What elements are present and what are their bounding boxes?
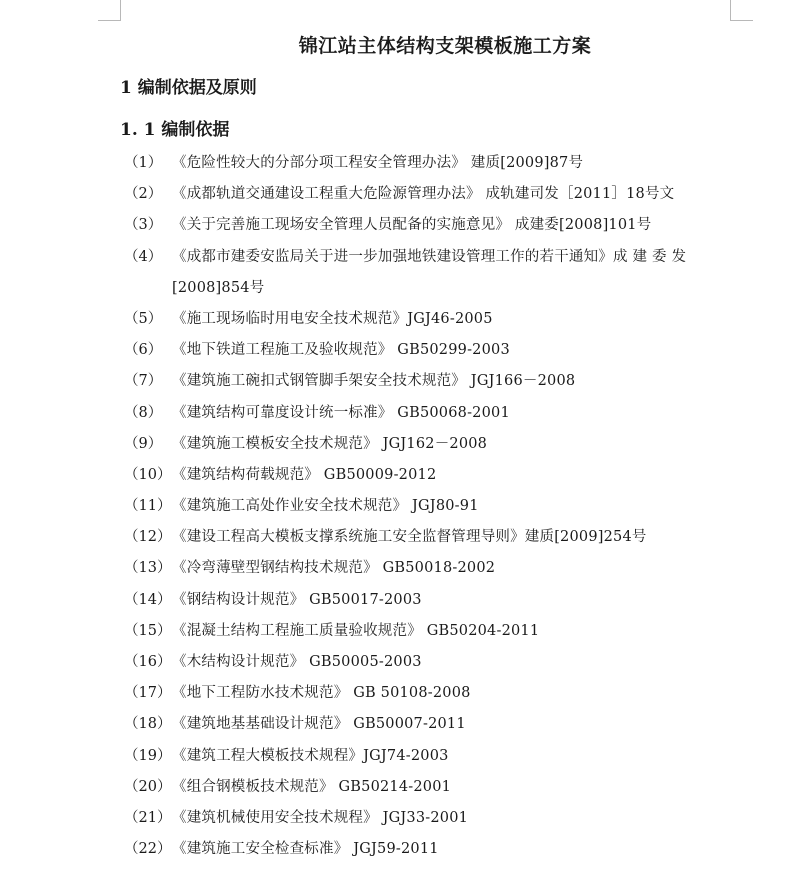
list-item-number: （7） [124, 373, 163, 390]
list-item [124, 491, 744, 522]
list-item-number: （21） [124, 809, 172, 826]
page-corner-mark-right [730, 0, 753, 21]
list-item [124, 242, 744, 304]
list-item [124, 616, 744, 647]
list-item-text: 《建设工程高大模板支撑系统施工安全监督管理导则》建质[2009]254号 [172, 529, 647, 546]
list-item-text: 《组合钢模板技术规范》 GB50214-2001 [172, 778, 452, 795]
list-item-text: 《危险性较大的分部分项工程安全管理办法》 建质[2009]87号 [172, 155, 584, 171]
list-item [124, 709, 744, 740]
list-item-number: （4） [124, 248, 163, 265]
list-item-text: 《成都市建委安监局关于进一步加强地铁建设管理工作的若干通知》成 建 委 发 [2008]854号 [172, 248, 687, 296]
list-item-text: 《地下铁道工程施工及验收规范》 GB50299-2003 [172, 342, 510, 359]
list-item-number: （9） [124, 435, 163, 452]
list-item-number: （15） [124, 622, 172, 639]
list-item-number: （12） [124, 529, 172, 546]
list-item [124, 398, 744, 429]
list-item [124, 179, 744, 210]
list-item [124, 148, 744, 179]
list-item-text: 《建筑结构可靠度设计统一标准》 GB50068-2001 [172, 404, 510, 421]
list-item [124, 553, 744, 584]
list-item [124, 335, 744, 366]
list-item-text: 《建筑施工碗扣式钢管脚手架安全技术规范》 JGJ166－2008 [172, 373, 576, 390]
list-item [124, 366, 744, 397]
list-item-text: 《施工现场临时用电安全技术规范》JGJ46-2005 [172, 310, 493, 327]
list-item [124, 429, 744, 460]
list-item-text: 《木结构设计规范》 GB50005-2003 [172, 654, 422, 671]
list-item-text: 《混凝土结构工程施工质量验收规范》 GB50204-2011 [172, 622, 540, 639]
list-item-text: 《建筑施工高处作业安全技术规范》 JGJ80-91 [172, 498, 479, 515]
list-item [124, 585, 744, 616]
list-item-number: （20） [124, 778, 172, 795]
section-heading: 1 编制依据及原则 [120, 78, 257, 98]
list-item-number: （18） [124, 716, 172, 733]
list-item-number: （13） [124, 560, 172, 577]
list-item [124, 522, 744, 553]
subsection-heading: 1. 1 编制依据 [120, 120, 230, 140]
list-item [124, 772, 744, 803]
list-item-text: 《建筑机械使用安全技术规程》 JGJ33-2001 [172, 809, 469, 826]
list-item-text: 《建筑工程大模板技术规程》JGJ74-2003 [172, 747, 449, 764]
list-item [124, 741, 744, 772]
list-item [124, 834, 744, 865]
list-item [124, 803, 744, 834]
list-item-number: （2） [124, 186, 163, 203]
list-item-text: 《钢结构设计规范》 GB50017-2003 [172, 591, 422, 608]
list-item-text: 《建筑施工模板安全技术规范》 JGJ162－2008 [172, 435, 488, 452]
list-item-number: （3） [124, 217, 163, 234]
list-item-number: （11） [124, 498, 172, 515]
list-item [124, 678, 744, 709]
list-item-number: （16） [124, 654, 172, 671]
list-item-number: （14） [124, 591, 172, 608]
list-item [124, 210, 744, 241]
list-item [124, 304, 744, 335]
list-item [124, 647, 744, 678]
list-item-number: （5） [124, 310, 163, 327]
page-corner-mark-left [98, 0, 121, 21]
list-item-number: （10） [124, 466, 172, 483]
list-item-number: （1） [124, 155, 163, 171]
list-item [124, 460, 744, 491]
list-item-text: 《地下工程防水技术规范》 GB 50108-2008 [172, 685, 471, 702]
list-item-number: （19） [124, 747, 172, 764]
list-item-number: （6） [124, 342, 163, 359]
reference-list [124, 148, 744, 865]
list-item-number: （17） [124, 685, 172, 702]
list-item-text: 《成都轨道交通建设工程重大危险源管理办法》 成轨建司发［2011］18号文 [172, 186, 675, 203]
list-item-text: 《建筑结构荷载规范》 GB50009-2012 [172, 466, 437, 483]
list-item-number: （22） [124, 841, 172, 858]
list-item-text: 《建筑施工安全检查标准》 JGJ59-2011 [172, 841, 439, 858]
document-title: 锦江站主体结构支架模板施工方案 [298, 35, 592, 57]
list-item-text: 《冷弯薄壁型钢结构技术规范》 GB50018-2002 [172, 560, 496, 577]
list-item-text: 《关于完善施工现场安全管理人员配备的实施意见》 成建委[2008]101号 [172, 217, 652, 234]
list-item-number: （8） [124, 404, 163, 421]
list-item-text: 《建筑地基基础设计规范》 GB50007-2011 [172, 716, 466, 733]
